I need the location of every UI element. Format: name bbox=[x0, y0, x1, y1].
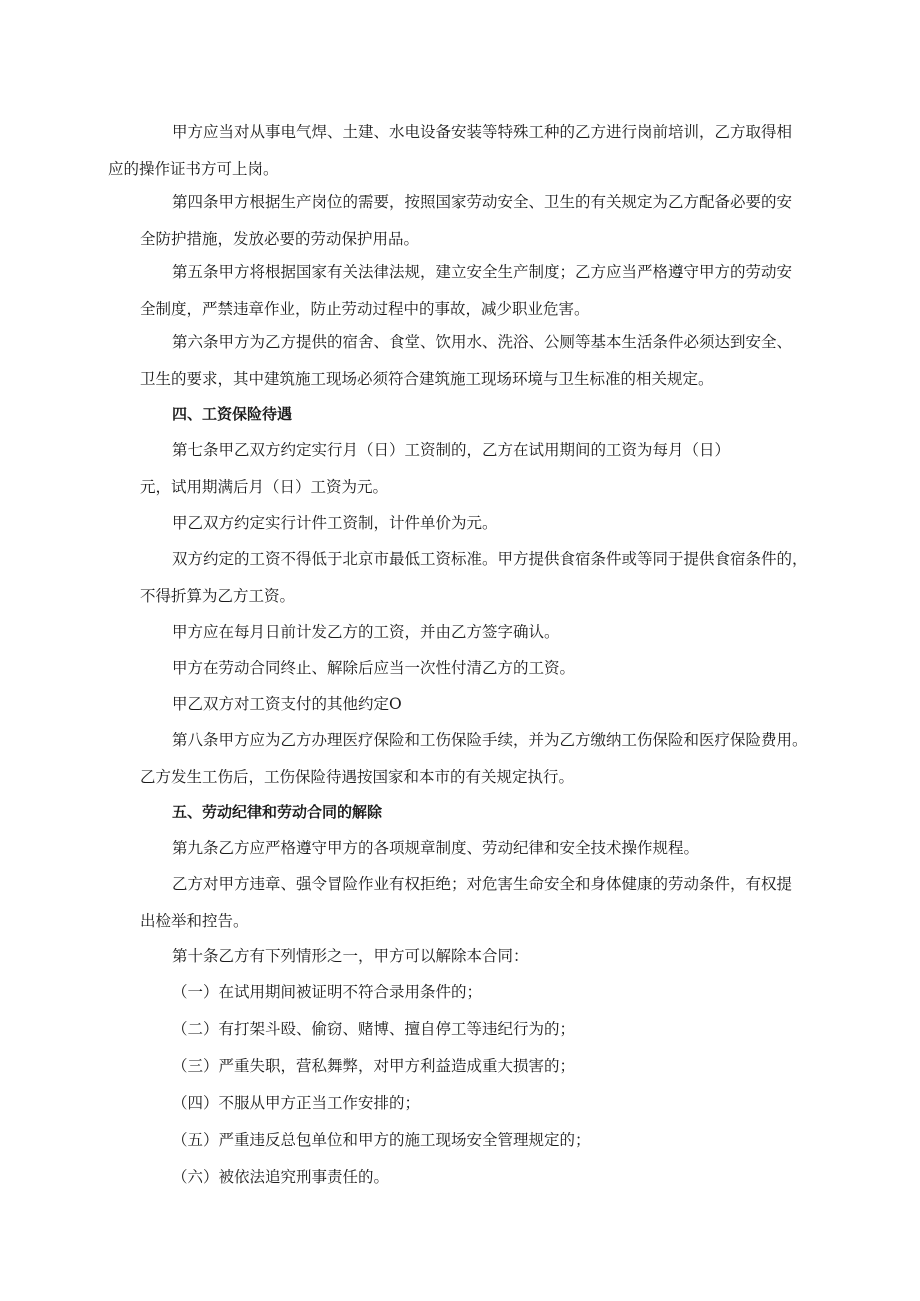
paragraph-final-payment bbox=[140, 650, 790, 687]
paragraph-article-4 bbox=[140, 184, 793, 258]
paragraph-line: 第四条甲方根据生产岗位的需要，按照国家劳动安全、卫生的有关规定为乙方配备必要的安 bbox=[172, 193, 793, 211]
paragraph-line: 乙方对甲方违章、强令冒险作业有权拒绝；对危害生命安全和身体健康的劳动条件，有权提 bbox=[172, 875, 793, 893]
paragraph-monthly-payment bbox=[140, 614, 790, 651]
list-item: （四）不服从甲方正当工作安排的； bbox=[172, 1094, 421, 1112]
paragraph-line: 甲方应当对从事电气焊、土建、水电设备安装等特殊工种的乙方进行岗前培训，乙方取得相 bbox=[172, 123, 793, 141]
paragraph-line: 甲方应在每月日前计发乙方的工资，并由乙方签字确认。 bbox=[172, 623, 560, 641]
paragraph-line: 甲乙双方对工资支付的其他约定O bbox=[172, 695, 402, 713]
paragraph-article-9 bbox=[140, 830, 790, 867]
paragraph-line: 第十条乙方有下列情形之一，甲方可以解除本合同： bbox=[172, 947, 529, 965]
paragraph-line: 全防护措施，发放必要的劳动保护用品。 bbox=[140, 230, 420, 248]
paragraph-article-6 bbox=[140, 324, 793, 398]
section-heading-wages-insurance: 四、工资保险待遇 bbox=[172, 405, 293, 423]
paragraph-line: 甲方在劳动合同终止、解除后应当一次性付清乙方的工资。 bbox=[172, 659, 576, 677]
paragraph-line: 第五条甲方将根据国家有关法律法规，建立安全生产制度；乙方应当严格遵守甲方的劳动安 bbox=[172, 263, 793, 281]
paragraph-line: 双方约定的工资不得低于北京市最低工资标准。甲方提供食宿条件或等同于提供食宿条件的， bbox=[172, 550, 808, 568]
paragraph-line: 应的操作证书方可上岗。 bbox=[108, 160, 279, 178]
paragraph-training bbox=[108, 114, 793, 188]
paragraph-line: 第八条甲方应为乙方办理医疗保险和工伤保险手续，并为乙方缴纳工伤保险和医疗保险费用。 bbox=[172, 731, 808, 749]
paragraph-minimum-wage bbox=[140, 541, 808, 615]
list-item: （一）在试用期间被证明不符合录用条件的； bbox=[172, 983, 483, 1001]
paragraph-line: 元，试用期满后月（日）工资为元。 bbox=[140, 478, 389, 496]
paragraph-line: 乙方发生工伤后，工伤保险待遇按国家和本市的有关规定执行。 bbox=[140, 768, 575, 786]
paragraph-line: 甲乙双方约定实行计件工资制，计件单价为元。 bbox=[172, 514, 498, 532]
paragraph-piece-rate bbox=[140, 505, 790, 542]
paragraph-line: 出检举和控告。 bbox=[140, 912, 249, 930]
list-item: （五）严重违反总包单位和甲方的施工现场安全管理规定的； bbox=[172, 1131, 591, 1149]
paragraph-article-8 bbox=[140, 722, 808, 796]
section-heading-discipline-termination: 五、劳动纪律和劳动合同的解除 bbox=[172, 803, 383, 821]
paragraph-line: 卫生的要求，其中建筑施工现场必须符合建筑施工现场环境与卫生标准的相关规定。 bbox=[140, 370, 714, 388]
paragraph-line: 全制度，严禁违章作业，防止劳动过程中的事故，减少职业危害。 bbox=[140, 300, 590, 318]
paragraph-article-7 bbox=[140, 432, 790, 506]
list-item: （二）有打架斗殴、偷窃、赌博、擅自停工等违纪行为的； bbox=[172, 1020, 576, 1038]
list-item: （三）严重失职，营私舞弊，对甲方利益造成重大损害的； bbox=[172, 1057, 576, 1075]
paragraph-refuse-risk bbox=[140, 866, 793, 940]
paragraph-line: 第六条甲方为乙方提供的宿舍、食堂、饮用水、洗浴、公厕等基本生活条件必须达到安全、 bbox=[172, 333, 793, 351]
paragraph-article-5 bbox=[140, 254, 793, 328]
paragraph-line: 第七条甲乙双方约定实行月（日）工资制的，乙方在试用期间的工资为每月（日） bbox=[172, 441, 731, 459]
paragraph-other-agreement bbox=[140, 686, 790, 723]
paragraph-line: 第九条乙方应严格遵守甲方的各项规章制度、劳动纪律和安全技术操作规程。 bbox=[172, 839, 700, 857]
paragraph-article-10 bbox=[140, 938, 790, 975]
paragraph-line: 不得折算为乙方工资。 bbox=[140, 587, 296, 605]
list-item: （六）被依法追究刑事责任的。 bbox=[172, 1168, 390, 1186]
